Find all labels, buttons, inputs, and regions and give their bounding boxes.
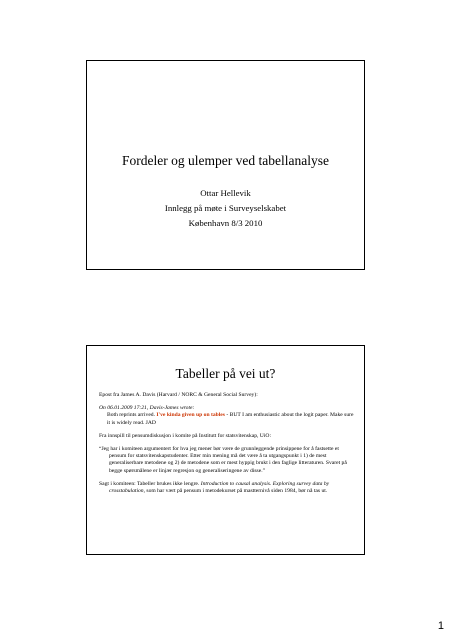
- slide-1-subtitle-block: [87, 186, 364, 231]
- book-title: Introduction to causal analysis. Exploring survey data by crosstabulation,: [109, 480, 330, 495]
- page-number: 1: [437, 620, 444, 632]
- email-block: [99, 405, 356, 427]
- slide-1: [86, 60, 365, 270]
- slide-2-title: Tabeller på vei ut?: [175, 366, 276, 381]
- email-intro: Epost fra James A. Davis (Harvard / NORC & General Social Survey):: [99, 392, 258, 398]
- email-highlight: I've kinda given up on tables: [156, 412, 225, 419]
- email-body: Both reprints arrived. I've kinda given up on tables - BUT I am enthusiastic about the logit paper. Make sure it is widely read. JAD: [107, 412, 354, 426]
- email-header: On 06.01.2009 17:21, Davis-James wrote:: [99, 405, 195, 412]
- slide-2-body: [99, 392, 356, 501]
- committee-conclusion: Sagt i komiteen: Tabeller brukes ikke lengre. Introduction to causal analysis. Exploring survey data by crosstabulation, som har vært på pensum i metodekurset på mastternivå siden 1984, bør nå tas ut.: [99, 480, 330, 495]
- slide-1-title: Fordeler og ulemper ved tabellanalyse: [122, 153, 329, 168]
- committee-intro: Fra innspill til pensumdiskusjon i komite på Institutt for statsvitenskap, UiO:: [99, 432, 271, 439]
- committee-quote: “Jeg har i komiteen argumentert for hva jeg mener bør være de grunnleggende prinsippene for å fastsette et pensum for statsvitenskapstudenter. Etter min mening må det være å ta utgangspunkt i 1) de mest generaliserbare metodene og 2) de metodene som er mest hyppig brukt i den faglige litteraturen. Svaret på begge spørsmålene er linjær regresjon og generaliseringene av disse.”: [99, 446, 347, 474]
- slide-1-event: Innlegg på møte i Surveyselskabet: [164, 203, 287, 213]
- slide-1-location-date: København 8/3 2010: [188, 218, 263, 228]
- slide-2: [86, 345, 365, 555]
- slide-1-author: Ottar Hellevik: [200, 188, 251, 198]
